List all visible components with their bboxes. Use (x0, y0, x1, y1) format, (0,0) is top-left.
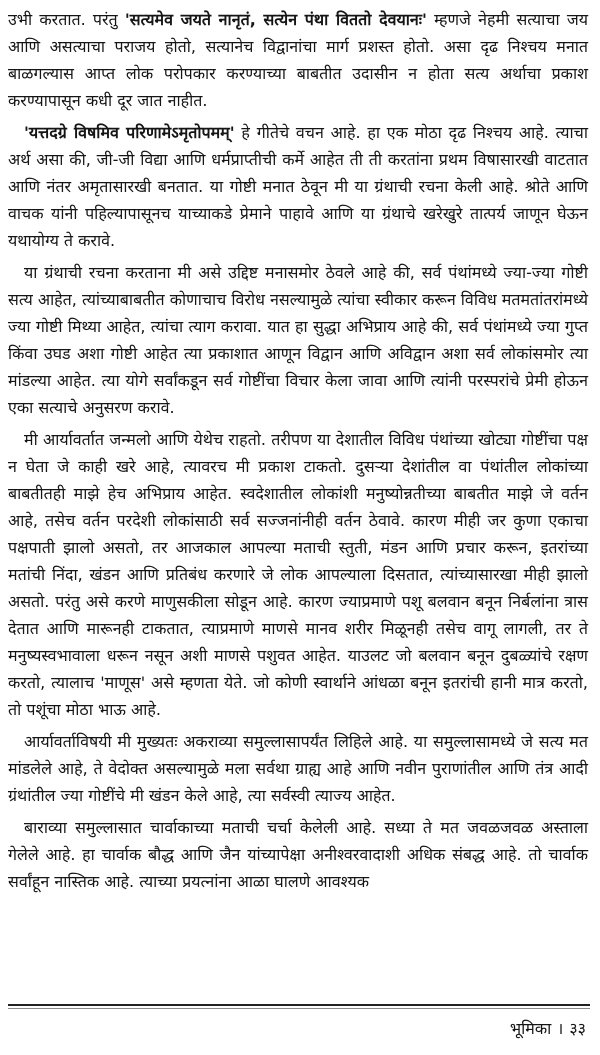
paragraph-1-text: म्हणजे नेहमी सत्याचा जय आणि असत्याचा पराजय होतो, सत्यानेच विद्वानांचा मार्ग प्रशस्त होतो. असा दृढ निश्चय मनात बाळगल्यास आप्त लोक परोपकार करण्याच्या बाबतीत उदासीन न होता सत्य अर्थाचा प्रकाश करण्यापासून कधी दूर जात नाहीत. (8, 10, 588, 110)
paragraph-3-text: या ग्रंथाची रचना करताना मी असे उद्दिष्ट मनासमोर ठेवले आहे की, सर्व पंथांमध्ये ज्या-ज्या गोष्टी सत्य आहेत, त्यांच्याबाबतीत कोणाचाच विरोध नसल्यामुळे त्यांचा स्वीकार करून विविध मतमतांतरांमध्ये ज्या गोष्टी मिथ्या आहेत, त्यांचा त्याग करावा. यात हा सुद्धा अभिप्राय आहे की, सर्व पंथांमध्ये ज्या गुप्त किंवा उघड अशा गोष्टी आहेत त्या प्रकाशात आणून विद्वान आणि अविद्वान अशा सर्व लोकांसमोर त्या मांडल्या आहेत. त्या योगे सर्वांकडून सर्व गोष्टींचा विचार केला जावा आणि त्यांनी परस्परांचे प्रेमी होऊन एका सत्याचे अनुसरण करावे. (8, 263, 588, 417)
paragraph-4 (8, 426, 588, 723)
paragraph-6-text: बाराव्या समुल्लासात चार्वाकाच्या मताची चर्चा केलेली आहे. सध्या ते मत जवळजवळ अस्ताला गेलेले आहे. हा चार्वाक बौद्ध आणि जैन यांच्यापेक्षा अनीश्वरवादाशी अधिक संबद्ध आहे. तो चार्वाक सर्वांहून नास्तिक आहे. त्याच्या प्रयत्नांना आळा घालणे आवश्यक (8, 818, 588, 891)
sanskrit-quote-gita: 'यत्तदग्रे विषमिव परिणामेऽमृतोपमम्' (24, 123, 235, 142)
sanskrit-quote-satyameva: 'सत्यमेव जयते नानृतं, सत्येन पंथा विततो देवयानः' (124, 10, 427, 29)
paragraph-6 (8, 814, 588, 895)
footer-divider-shadow (8, 1008, 590, 1009)
paragraph-5 (8, 728, 588, 809)
paragraph-2-text: हे गीतेचे वचन आहे. हा एक मोठा दृढ निश्चय आहे. त्याचा अर्थ असा की, जी-जी विद्या आणि धर्मप्राप्तीची कर्मे आहेत ती ती करतांना प्रथम विषासारखी वाटतात आणि नंतर अमृतासारखी बनतात. या गोष्टी मनात ठेवून मी या ग्रंथाची रचना केली आहे. श्रोते आणि वाचक यांनी पहिल्यापासूनच याच्याकडे प्रेमाने पाहावे आणि या ग्रंथाचे खरेखुरे तात्पर्य जाणून घेऊन यथायोग्य ते करावे. (8, 123, 588, 250)
paragraph-5-text: आर्यावर्ताविषयी मी मुख्यतः अकराव्या समुल्लासापर्यंत लिहिले आहे. या समुल्लासामध्ये जे सत्य मत मांडलेले आहे, ते वेदोक्त असल्यामुळे मला सर्वथा ग्राह्य आहे आणि नवीन पुराणांतील आणि तंत्र आदी ग्रंथांतील ज्या गोष्टींचे मी खंडन केले आहे, त्या सर्वस्वी त्याज्य आहेत. (8, 732, 588, 805)
paragraph-1 (8, 6, 588, 114)
page-number: ३३ (569, 1019, 586, 1038)
paragraph-2 (8, 119, 588, 254)
page-footer (504, 1018, 586, 1040)
footer-divider (8, 1004, 590, 1006)
paragraph-3 (8, 259, 588, 421)
footer-section-label: भूमिका (509, 1019, 552, 1038)
footer-separator: । (557, 1019, 564, 1038)
paragraph-1-lead: उभी करतात. परंतु (8, 10, 125, 29)
paragraph-4-text: मी आर्यावर्तात जन्मलो आणि येथेच राहतो. तरीपण या देशातील विविध पंथांच्या खोट्या गोष्टींचा पक्ष न घेता जे काही खरे आहे, त्यावरच मी प्रकाश टाकतो. दुसऱ्या देशांतील वा पंथांतील लोकांच्या बाबतीतही माझे हेच अभिप्राय आहेत. स्वदेशातील लोकांशी मनुष्योन्नतीच्या बाबतीत माझे जे वर्तन आहे, तसेच वर्तन परदेशी लोकांसाठी सर्व सज्जनांनीही वर्तन ठेवावे. कारण मीही जर कुणा एकाचा पक्षपाती झालो असतो, तर आजकाल आपल्या मताची स्तुती, मंडन आणि प्रचार करून, इतरांच्या मतांची निंदा, खंडन आणि प्रतिबंध करणारे जे लोक आपल्याला दिसतात, त्यांच्यासारखा मीही झालो असतो. परंतु असे करणे माणुसकीला सोडून आहे. कारण ज्याप्रमाणे पशू बलवान बनून निर्बलांना त्रास देतात आणि मारूनही टाकतात, त्याप्रमाणे माणसे मानव शरीर मिळूनही तसेच वागू लागली, तर ते मनुष्यस्वभावाला धरून नसून अशी माणसे पशुवत आहेत. याउलट जो बलवान बनून दुबळ्यांचे रक्षण करतो, त्यालाच 'माणूस' असे म्हणता येते. जो कोणी स्वार्थाने आंधळा बनून इतरांची हानी मात्र करतो, तो पशूंचा मोठा भाऊ आहे. (8, 430, 588, 719)
